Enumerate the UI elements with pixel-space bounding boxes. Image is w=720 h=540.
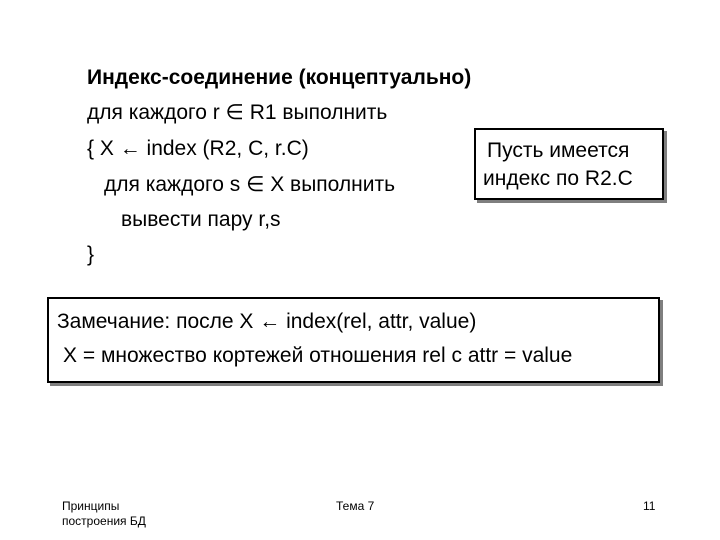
- code-line-output: вывести пару r,s: [121, 208, 281, 231]
- remark-box-line-2: X = множество кортежей отношения rel с attr = value: [63, 344, 573, 367]
- footer-course-line-2: построения БД: [62, 514, 146, 528]
- footer-page-number: 11: [643, 499, 656, 513]
- code-line-index-lookup: { X ← index (R2, C, r.C): [87, 137, 309, 160]
- slide-title: Индекс-соединение (концептуально): [87, 66, 472, 89]
- footer-topic: Тема 7: [336, 499, 375, 513]
- footer-course: [62, 499, 146, 529]
- footer-course-line-1: Принципы: [62, 499, 120, 513]
- note-box: [474, 128, 664, 200]
- note-box-line-1: Пусть имеется: [487, 139, 630, 162]
- remark-box: [47, 297, 660, 383]
- code-line-inner-loop: для каждого s ∈ X выполнить: [104, 173, 396, 196]
- note-box-line-2: индекс по R2.C: [483, 167, 633, 190]
- code-line-close-brace: }: [87, 243, 95, 266]
- remark-box-line-1: Замечание: после X ← index(rel, attr, value): [57, 310, 477, 333]
- code-line-outer-loop: для каждого r ∈ R1 выполнить: [87, 101, 388, 124]
